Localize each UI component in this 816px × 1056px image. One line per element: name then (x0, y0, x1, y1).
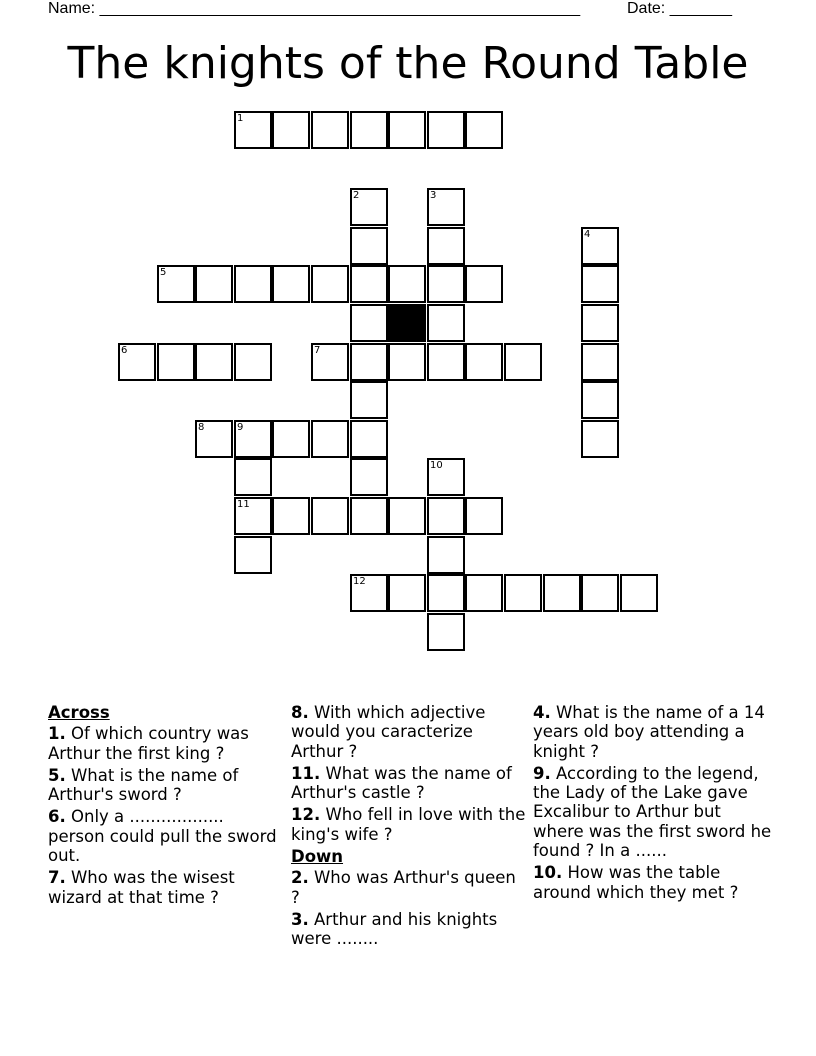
grid-cell[interactable] (234, 265, 272, 303)
clue-text: Who fell in love with the king's wife ? (291, 805, 526, 844)
grid-cell[interactable] (272, 497, 310, 535)
date-field[interactable]: Date: _______ (627, 0, 732, 17)
cell-number: 2 (353, 190, 360, 201)
clue-text: What was the name of Arthur's castle ? (291, 763, 512, 803)
clue-text: Who was the wisest wizard at that time ? (48, 868, 235, 907)
grid-cell[interactable] (581, 265, 619, 303)
clue-down-2 (291, 868, 527, 907)
clue-text: With which adjective would you caracterize Arthur ? (291, 703, 486, 761)
grid-cell[interactable] (350, 574, 388, 612)
grid-cell[interactable] (350, 497, 388, 535)
grid-cell[interactable] (234, 536, 272, 574)
clue-down-4 (533, 703, 773, 761)
clue-text: How was the table around which they met ? (533, 863, 739, 902)
grid-cell[interactable] (427, 188, 465, 226)
clue-across-11 (291, 764, 527, 803)
grid-cell[interactable] (195, 343, 233, 381)
grid-cell[interactable] (427, 304, 465, 342)
clue-across-6 (48, 807, 284, 865)
clue-number: 10. (533, 863, 563, 883)
clue-number: 12. (291, 805, 321, 825)
grid-cell[interactable] (234, 420, 272, 458)
grid-cell[interactable] (350, 265, 388, 303)
grid-cell[interactable] (388, 343, 426, 381)
grid-cell[interactable] (388, 265, 426, 303)
cell-number: 3 (430, 190, 437, 201)
grid-cell[interactable] (465, 343, 503, 381)
across-heading: Across (48, 703, 110, 722)
clue-text: Who was Arthur's queen ? (291, 868, 516, 907)
clue-number: 11. (291, 763, 321, 783)
grid-cell[interactable] (350, 304, 388, 342)
cell-number: 11 (237, 499, 250, 510)
clue-text: Only a .................. person could pull the sword out. (48, 807, 277, 866)
grid-cell[interactable] (465, 574, 503, 612)
grid-cell[interactable] (234, 343, 272, 381)
grid-cell[interactable] (234, 497, 272, 535)
clue-text: According to the legend, the Lady of the Lake gave Excalibur to Arthur but where was the first sword he found ? In a ...... (533, 763, 772, 861)
grid-cell[interactable] (311, 420, 349, 458)
grid-cell[interactable] (234, 458, 272, 496)
cell-number: 7 (314, 345, 321, 356)
grid-cell[interactable] (350, 458, 388, 496)
grid-cell[interactable] (427, 497, 465, 535)
grid-cell[interactable] (427, 227, 465, 265)
grid-cell[interactable] (157, 343, 195, 381)
grid-cell[interactable] (465, 111, 503, 149)
clue-number: 7. (48, 868, 66, 888)
clue-text: Of which country was Arthur the first king ? (48, 724, 249, 763)
grid-cell[interactable] (350, 343, 388, 381)
grid-cell[interactable] (581, 304, 619, 342)
cell-number: 1 (237, 113, 244, 124)
cell-number: 5 (160, 267, 167, 278)
grid-cell[interactable] (195, 265, 233, 303)
clue-down-9 (533, 764, 773, 860)
clue-across-1 (48, 724, 284, 763)
down-heading: Down (291, 847, 344, 867)
grid-cell[interactable] (581, 420, 619, 458)
grid-cell[interactable] (427, 458, 465, 496)
clue-number: 3. (291, 909, 309, 929)
cell-number: 4 (584, 229, 591, 240)
grid-cell[interactable] (350, 227, 388, 265)
clue-down-3 (291, 910, 527, 949)
clue-text: Arthur and his knights were ........ (291, 909, 498, 949)
name-field[interactable]: Name: ______________________________________________________ (48, 0, 581, 17)
clue-across-5 (48, 766, 284, 805)
grid-cell[interactable] (427, 111, 465, 149)
grid-cell[interactable] (581, 381, 619, 419)
grid-cell[interactable] (427, 536, 465, 574)
cell-number: 8 (198, 422, 205, 433)
clues-column-3 (533, 703, 773, 905)
grid-cell[interactable] (581, 343, 619, 381)
grid-cell[interactable] (504, 574, 542, 612)
clue-number: 8. (291, 703, 309, 722)
grid-cell[interactable] (581, 227, 619, 265)
clues-column-1 (48, 703, 284, 910)
grid-cell[interactable] (350, 420, 388, 458)
cell-number: 10 (430, 460, 443, 471)
grid-cell[interactable] (118, 343, 156, 381)
clue-number: 6. (48, 807, 66, 827)
clues-column-2 (291, 703, 527, 952)
grid-cell[interactable] (350, 381, 388, 419)
clue-number: 5. (48, 765, 66, 785)
grid-cell[interactable] (311, 343, 349, 381)
clue-across-12 (291, 805, 527, 844)
grid-cell[interactable] (620, 574, 658, 612)
grid-cell[interactable] (195, 420, 233, 458)
grid-cell[interactable] (543, 574, 581, 612)
clue-across-7 (48, 868, 284, 907)
grid-cell[interactable] (311, 497, 349, 535)
clue-number: 4. (533, 703, 551, 722)
grid-cell[interactable] (157, 265, 195, 303)
clue-text: What is the name of Arthur's sword ? (48, 765, 239, 805)
grid-cell[interactable] (272, 265, 310, 303)
grid-cell[interactable] (311, 111, 349, 149)
cell-number: 12 (353, 576, 366, 587)
grid-cell[interactable] (427, 343, 465, 381)
grid-cell[interactable] (465, 497, 503, 535)
grid-cell[interactable] (234, 111, 272, 149)
grid-cell[interactable] (427, 613, 465, 651)
grid-cell[interactable] (272, 420, 310, 458)
clue-number: 9. (533, 763, 551, 783)
cell-number: 6 (121, 345, 128, 356)
clue-number: 2. (291, 868, 309, 888)
grid-cell[interactable] (427, 265, 465, 303)
grid-cell[interactable] (388, 574, 426, 612)
grid-cell[interactable] (504, 343, 542, 381)
clue-number: 1. (48, 724, 66, 744)
grid-cell[interactable] (311, 265, 349, 303)
grid-cell[interactable] (350, 111, 388, 149)
grid-cell[interactable] (350, 188, 388, 226)
clue-across-8 (291, 703, 527, 761)
grid-cell[interactable] (388, 111, 426, 149)
clue-text: What is the name of a 14 years old boy attending a knight ? (533, 703, 765, 761)
grid-cell[interactable] (388, 497, 426, 535)
grid-cell[interactable] (465, 265, 503, 303)
page-title: The knights of the Round Table (67, 38, 749, 89)
grid-cell[interactable] (427, 574, 465, 612)
clue-down-10 (533, 863, 773, 902)
cell-number: 9 (237, 422, 244, 433)
black-cell (388, 304, 426, 342)
grid-cell[interactable] (272, 111, 310, 149)
grid-cell[interactable] (581, 574, 619, 612)
